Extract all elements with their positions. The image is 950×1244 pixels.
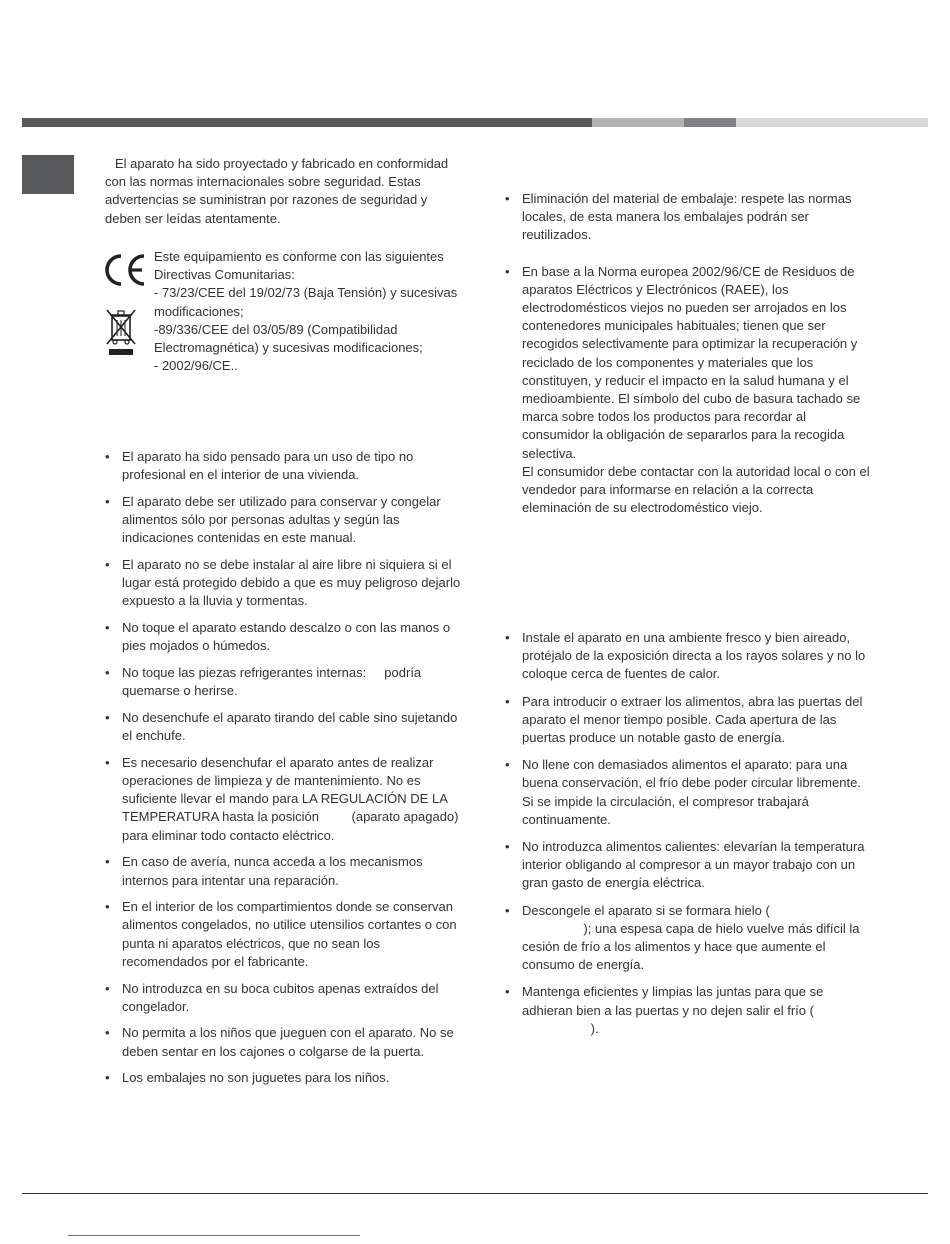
header-bar-segment-mid <box>684 118 736 127</box>
header-color-bar <box>22 118 928 127</box>
list-item: • Los embalajes no son juguetes para los niños. <box>105 1069 465 1087</box>
list-item: • Es necesario desenchufar el aparato antes de realizar operaciones de limpieza y de mantenimiento. No es suficiente llevar el mando para LA REGULACIÓN DE LA TEMPERATURA hasta la posición (aparato apagado) para eliminar todo contacto eléctrico. <box>105 754 465 845</box>
list-item: • El aparato debe ser utilizado para conservar y congelar alimentos sólo por personas adultas y según las indicaciones contenidas en este manual. <box>105 493 465 548</box>
list-item: • Mantenga eficientes y limpias las juntas para que se adhieran bien a las puertas y no dejen salir el frío ( ). <box>505 983 870 1038</box>
list-item: • Instale el aparato en una ambiente fresco y bien aireado, protéjalo de la exposición directa a los rayos solares y no lo coloque cerca de fuentes de calor. <box>505 629 870 684</box>
list-item: • No toque las piezas refrigerantes internas: podría quemarse o herirse. <box>105 664 465 700</box>
header-bar-segment-dark <box>22 118 592 127</box>
list-item: • Eliminación del material de embalaje: respete las normas locales, de esta manera los embalajes podrán ser reutilizados. <box>505 190 870 245</box>
safety-list <box>105 448 465 1096</box>
list-item: • No desenchufe el aparato tirando del cable sino sujetando el enchufe. <box>105 709 465 745</box>
header-bar-segment-light <box>592 118 684 127</box>
energy-saving-list <box>505 629 870 1047</box>
list-item: • En base a la Norma europea 2002/96/CE de Residuos de aparatos Eléctricos y Electrónicos (RAEE), los electrodomésticos viejos no pueden ser arrojados en los contenedores municipales habituales; tienen que ser recogidos selectivamente para optimizar la recuperación y reciclado de los componentes y materiales que los constituyen, y reducir el impacto en la salud humana y el medioambiente. El símbolo del cubo de basura tachado se marca sobre todos los productos para recordar al consumidor la obligación de separarlos para la recogida selectiva. El consumidor debe contactar con la autoridad local o con el vendedor para informarse en relación a la correcta eleminación de su electrodoméstico viejo. <box>505 263 870 518</box>
disposal-list <box>505 190 870 535</box>
ce-line: - 73/23/CEE del 19/02/73 (Baja Tensión) y sucesivas modificaciones; <box>154 285 458 319</box>
list-item: • No introduzca en su boca cubitos apenas extraídos del congelador. <box>105 980 465 1016</box>
list-item: • No llene con demasiados alimentos el aparato: para una buena conservación, el frío debe poder circular libremente. Si se impide la circulación, el compresor trabajará continuamente. <box>505 756 870 829</box>
intro-paragraph: El aparato ha sido proyectado y fabricado en conformidad con las normas internacionales sobre seguridad. Estas advertencias se suministran por razones de seguridad y deben ser leídas atentamente. <box>105 156 449 226</box>
list-item: • En el interior de los compartimientos donde se conservan alimentos congelados, no utilice utensilios cortantes o con punta ni aparatos eléctricos, que no sean los recomendados por el fabricante. <box>105 898 465 971</box>
ce-line: Este equipamiento es conforme con las siguientes Directivas Comunitarias: <box>154 249 444 283</box>
language-tab <box>22 155 74 194</box>
ce-directives-text <box>154 248 466 375</box>
header-bar-segment-pale <box>736 118 928 127</box>
ce-mark-icon <box>102 252 148 288</box>
ce-line: -89/336/CEE del 03/05/89 (Compatibilidad Electromagnética) y sucesivas modificaciones; <box>154 321 423 356</box>
list-item: • No introduzca alimentos calientes: elevarían la temperatura interior obligando al compresor a un mayor trabajo con un gran gasto de energía eléctrica. <box>505 838 870 893</box>
list-item: • Descongele el aparato si se formara hielo ( ); una espesa capa de hielo vuelve más difícil la cesión de frío a los alimentos y hace que aumente el consumo de energía. <box>505 902 870 975</box>
list-item: • Para introducir o extraer los alimentos, abra las puertas del aparato el menor tiempo posible. Cada apertura de las puertas produce un notable gasto de energía. <box>505 693 870 748</box>
list-item: • El aparato no se debe instalar al aire libre ni siquiera si el lugar está protegido debido a que es muy peligroso dejarlo expuesto a la lluvia y tormentas. <box>105 556 465 611</box>
crossed-bin-icon <box>104 306 138 356</box>
red-footer-line <box>68 1235 360 1236</box>
list-item: • En caso de avería, nunca acceda a los mecanismos internos para intentar una reparación. <box>105 853 465 889</box>
list-item: • No permita a los niños que jueguen con el aparato. No se deben sentar en los cajones o colgarse de la puerta. <box>105 1024 465 1060</box>
ce-line: - 2002/96/CE.. <box>154 358 238 374</box>
list-item: • El aparato ha sido pensado para un uso de tipo no profesional en el interior de una vivienda. <box>105 448 465 484</box>
list-item: • No toque el aparato estando descalzo o con las manos o pies mojados o húmedos. <box>105 619 465 655</box>
footer-divider <box>22 1193 928 1194</box>
